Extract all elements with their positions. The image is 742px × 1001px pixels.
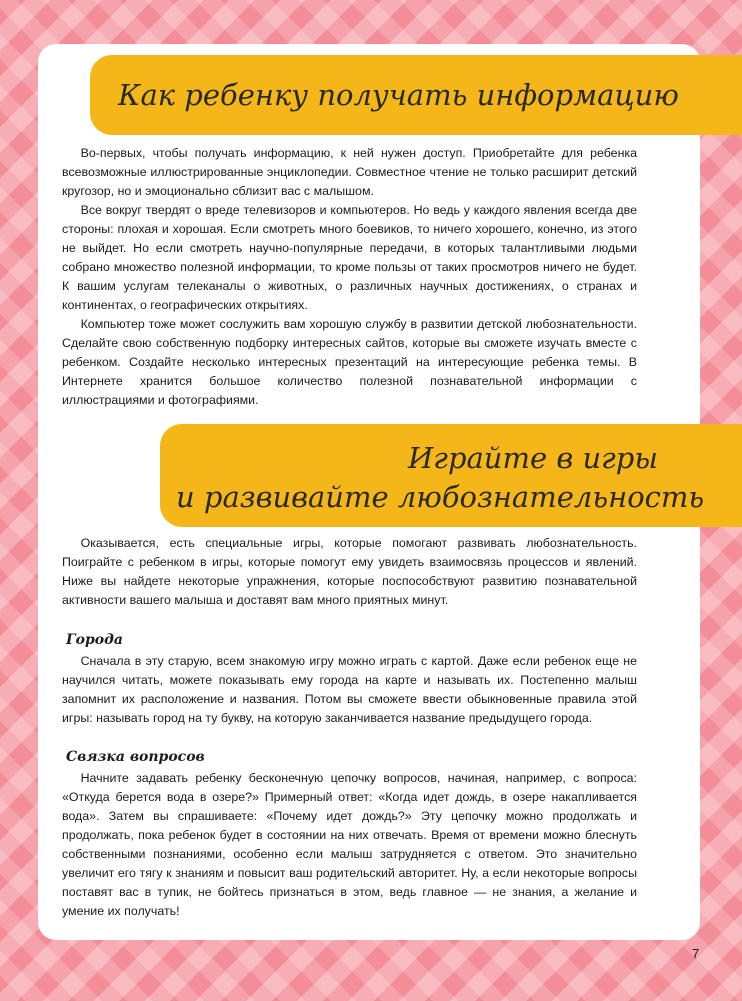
paragraph: Начните задавать ребенку бесконечную цепочку вопросов, начиная, например, с вопроса: «Откуда берется вода в озере?» Примерный ответ: «Когда идет дождь, в озере накапливается вода». Затем вы спрашиваете: «Почему идет дождь?» Эту цепочку можно продолжать и продолжать, пока ребенок будет в состоянии на них отвечать. Время от времени можно блеснуть собственными познаниями, особенно если малыш затрудняется с ответом. Это значительно увеличит его тягу к знаниям и повысит ваш родительский авторитет. Ну, а если некоторые вопросы поставят вас в тупик, не бойтесь признаться в этом, ведь главное — не знания, а желание и умение их получать!: [62, 771, 637, 918]
paragraph: Оказывается, есть специальные игры, которые помогают развивать любознательность. Поиграйте с ребенком в игры, которые помогут ему увидеть взаимосвязь процессов и явлений. Ниже вы найдете некоторые упражнения, которые поспособствуют развитию познавательной активности вашего малыша и доставят вам много приятных минут.: [62, 536, 637, 607]
game-title: Города: [66, 632, 123, 648]
paragraph: Во-первых, чтобы получать информацию, к ней нужен доступ. Приобретайте для ребенка всевозможные иллюстрированные энциклопедии. Совместное чтение не только расширит детский кругозор, но и эмоционально сблизит вас с малышом.: [62, 146, 637, 198]
section-title-line2: и развивайте любознательность: [176, 480, 705, 514]
section-title: Как ребенку получать информацию: [118, 78, 679, 112]
paragraph: Сначала в эту старую, всем знакомую игру можно играть с картой. Даже если ребенок еще не научился читать, можете показывать ему города на карте и называть их. Постепенно малыш запомнит их расположение и названия. Потом вы сможете ввести обыкновенные правила этой игры: называть город на ту букву, на которую заканчивается название предыдущего города.: [62, 654, 637, 725]
section-title-line1: Играйте в игры: [408, 441, 658, 475]
game-body: [62, 769, 637, 921]
game-body: [62, 652, 637, 728]
section-intro: [62, 534, 637, 610]
paragraph: Все вокруг твердят о вреде телевизоров и компьютеров. Но ведь у каждого явления всегда две стороны: плохая и хорошая. Если смотреть много боевиков, то ничего хорошего, конечно, из этого не выйдет. Но если смотреть научно-популярные передачи, в которых талантливыми людьми собрано множество полезной информации, то кроме пользы от таких просмотров ничего не будет. К вашим услугам телеканалы о животных, о различных научных достижениях, о странах и континентах, о географических открытиях.: [62, 203, 637, 312]
paragraph: Компьютер тоже может сослужить вам хорошую службу в развитии детской любознательности. Сделайте свою собственную подборку интересных сайтов, которые вы сможете изучать вместе с ребенком. Создайте несколько интересных презентаций на интересующие ребенка темы. В Интернете хранится большое количество полезной познавательной информации с иллюстрациями и фотографиями.: [62, 317, 637, 407]
game-title: Связка вопросов: [66, 749, 205, 765]
section-body: [62, 144, 637, 410]
page-number: 7: [692, 946, 700, 961]
